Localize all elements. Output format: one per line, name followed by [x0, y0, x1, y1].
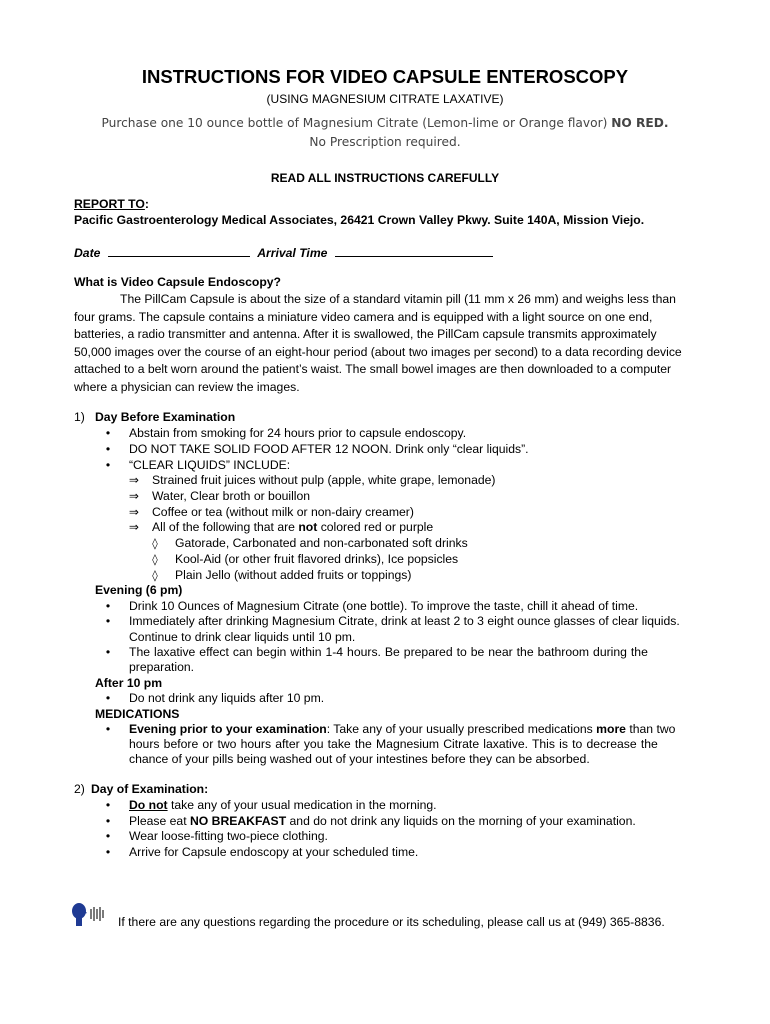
paragraph-line: four grams. The capsule contains a miniature video camera and is equipped with a light source on one end, — [74, 309, 653, 324]
list-item: Wear loose-fitting two-piece clothing. — [129, 829, 328, 843]
list-item-continuation: preparation. — [129, 660, 195, 674]
arrow-icon: ⇒ — [128, 505, 140, 519]
bullet-icon: • — [105, 458, 111, 472]
bullet-icon: • — [105, 645, 111, 659]
bullet-icon: • — [105, 814, 111, 828]
purchase-text: Purchase one 10 ounce bottle of Magnesium Citrate (Lemon-lime or Orange flavor) — [101, 116, 608, 130]
list-item: The laxative effect can begin within 1-4 hours. Be prepared to be near the bathroom during the — [129, 645, 648, 659]
paragraph-line: batteries, a radio transmitter and antenna. After it is swallowed, the PillCam capsule transmits approximately — [74, 327, 657, 342]
read-all-notice: READ ALL INSTRUCTIONS CAREFULLY — [270, 171, 500, 185]
section-number-1: 1) — [74, 410, 85, 424]
list-item: Do not drink any liquids after 10 pm. — [129, 691, 325, 705]
list-item: Coffee or tea (without milk or non-dairy creamer) — [152, 505, 414, 519]
diamond-icon: ◊ — [152, 553, 158, 566]
medications-heading: MEDICATIONS — [95, 707, 180, 721]
paragraph-line: 50,000 images over the course of an eight-hour period (about two images per second) to a data recording device — [74, 344, 682, 359]
page-subtitle: (USING MAGNESIUM CITRATE LAXATIVE) — [266, 92, 504, 106]
paragraph-line: attached to a belt worn around the patient’s waist. The small bowel images are then downloaded to a computer — [74, 362, 672, 377]
paragraph-line: The PillCam Capsule is about the size of a standard vitamin pill (11 mm x 26 mm) and weighs less than — [120, 292, 676, 306]
list-item-continuation: chance of your pills being washed out of your intestines before they can be absorbed. — [129, 752, 590, 766]
arrow-icon: ⇒ — [128, 489, 140, 503]
bullet-icon: • — [105, 798, 111, 812]
date-label: Date — [74, 246, 101, 260]
arrow-icon: ⇒ — [128, 520, 140, 534]
list-item: DO NOT TAKE SOLID FOOD AFTER 12 NOON. Drink only “clear liquids”. — [129, 442, 529, 456]
bullet-icon: • — [105, 845, 111, 859]
contact-note: If there are any questions regarding the procedure or its scheduling, please call us at (949) 365-8836. — [118, 915, 665, 929]
list-item: All of the following that are not colored red or purple — [152, 520, 434, 534]
list-item: Immediately after drinking Magnesium Citrate, drink at least 2 to 3 eight ounce glasses of clear liquids. — [129, 614, 680, 628]
bullet-icon: • — [105, 442, 111, 456]
arrow-icon: ⇒ — [128, 473, 140, 487]
list-item: Water, Clear broth or bouillon — [152, 489, 311, 503]
arrival-time-blank[interactable] — [335, 244, 493, 257]
date-arrival-row — [74, 244, 493, 261]
list-item: Gatorade, Carbonated and non-carbonated soft drinks — [175, 536, 468, 550]
purchase-note — [0, 116, 770, 131]
list-item-continuation: Continue to drink clear liquids until 10 pm. — [129, 630, 356, 644]
report-to-label: REPORT TO: — [74, 197, 149, 211]
list-item: Do not take any of your usual medication in the morning. — [129, 798, 437, 812]
list-item: Arrive for Capsule endoscopy at your scheduled time. — [129, 845, 419, 859]
paragraph-line: where a physician can review the images. — [74, 379, 300, 394]
date-blank[interactable] — [108, 244, 250, 257]
arrival-time-label: Arrival Time — [257, 246, 328, 260]
list-item: Drink 10 Ounces of Magnesium Citrate (one bottle). To improve the taste, chill it ahead of time. — [129, 599, 639, 613]
bullet-icon: • — [105, 614, 111, 628]
section-number-2: 2) — [74, 782, 85, 796]
list-item: Kool-Aid (or other fruit flavored drinks), Ice popsicles — [175, 552, 459, 566]
evening-heading: Evening (6 pm) — [95, 583, 183, 597]
list-item: Plain Jello (without added fruits or toppings) — [175, 568, 412, 582]
what-is-heading: What is Video Capsule Endoscopy? — [74, 275, 281, 289]
bullet-icon: • — [105, 722, 111, 736]
list-item: Strained fruit juices without pulp (apple, white grape, lemonade) — [152, 473, 496, 487]
list-item: “CLEAR LIQUIDS” INCLUDE: — [129, 458, 291, 472]
list-item-continuation: hours before or two hours after you take the Magnesium Citrate laxative. This is to decrease the — [129, 737, 658, 751]
medication-instruction: Evening prior to your examination: Take any of your usually prescribed medications more than two — [129, 722, 676, 736]
day-of-heading: Day of Examination: — [91, 782, 209, 796]
speaking-head-icon — [70, 900, 110, 932]
diamond-icon: ◊ — [152, 569, 158, 582]
list-item: Abstain from smoking for 24 hours prior to capsule endoscopy. — [129, 426, 467, 440]
page-title: INSTRUCTIONS FOR VIDEO CAPSULE ENTEROSCOPY — [141, 66, 629, 87]
no-prescription-note: No Prescription required. — [309, 135, 461, 149]
bullet-icon: • — [105, 829, 111, 843]
bullet-icon: • — [105, 426, 111, 440]
what-is-paragraph — [74, 291, 698, 397]
bullet-icon: • — [105, 599, 111, 613]
bullet-icon: • — [105, 691, 111, 705]
purchase-emphasis: NO RED. — [611, 116, 669, 130]
diamond-icon: ◊ — [152, 537, 158, 550]
report-address: Pacific Gastroenterology Medical Associates, 26421 Crown Valley Pkwy. Suite 140A, Mission Viejo. — [74, 213, 645, 227]
after-10pm-heading: After 10 pm — [95, 676, 163, 690]
day-before-heading: Day Before Examination — [95, 410, 236, 424]
list-item: Please eat NO BREAKFAST and do not drink any liquids on the morning of your examination. — [129, 814, 636, 828]
